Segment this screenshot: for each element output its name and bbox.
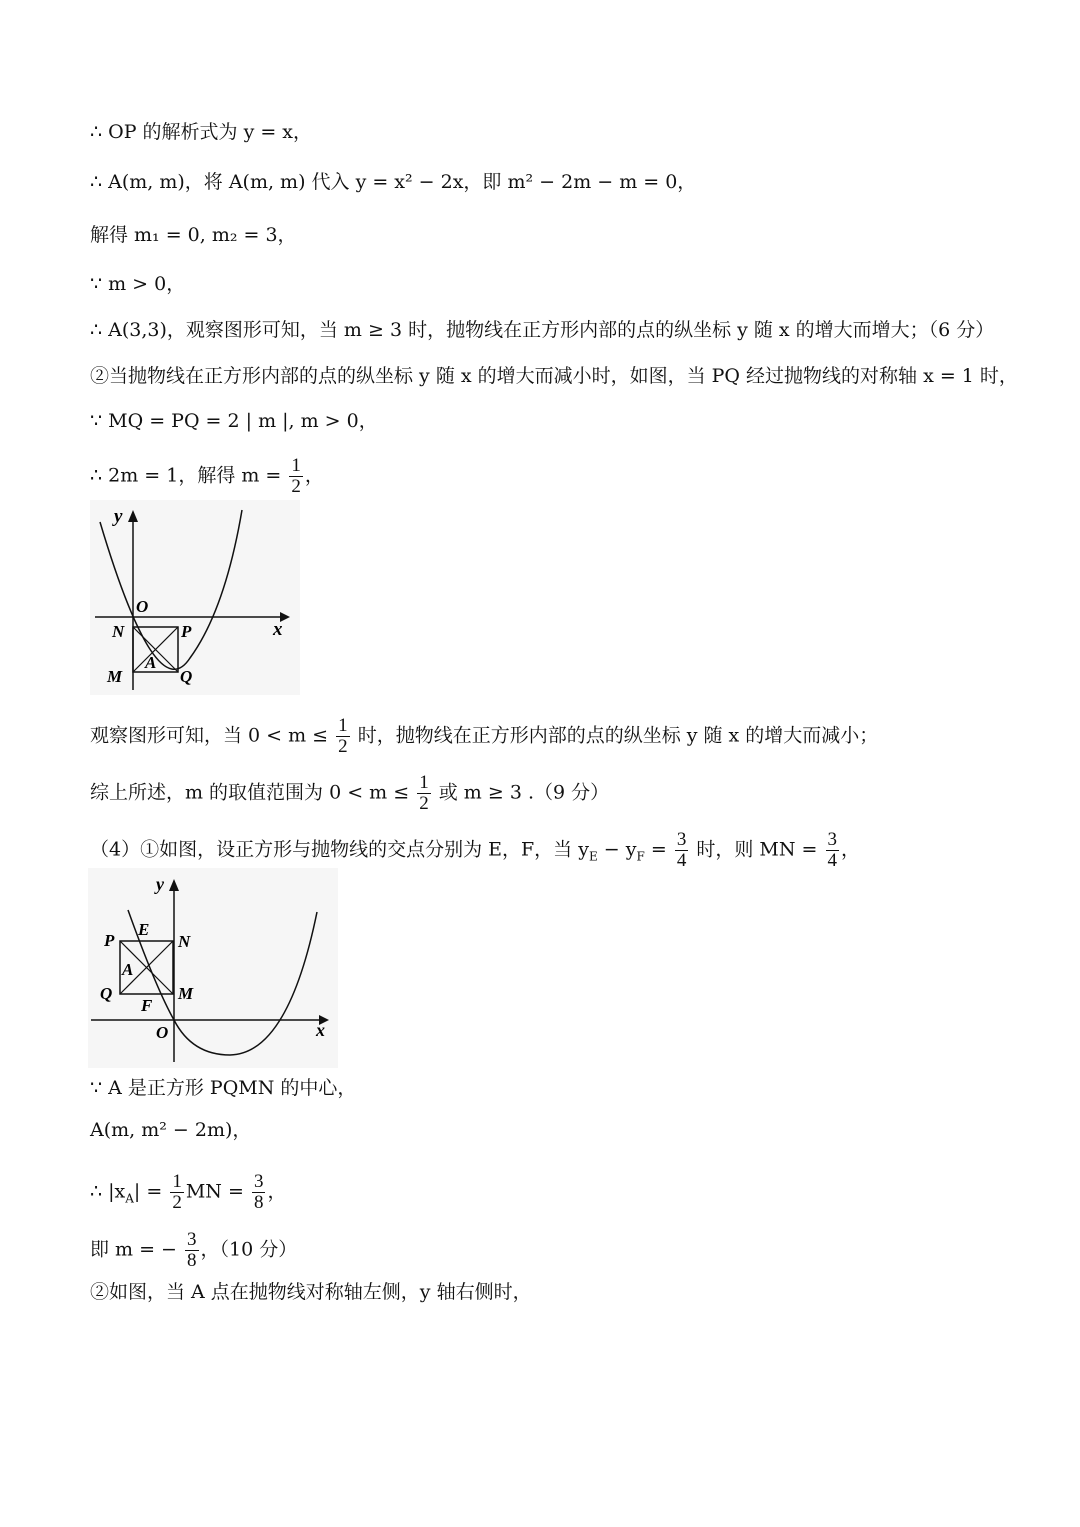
label-e: E <box>138 920 150 939</box>
line-m-value <box>90 1230 297 1271</box>
label-o: O <box>136 597 149 616</box>
text: 观察图形可知，当 0 < m ≤ <box>90 724 329 747</box>
text: 时，则 MN = <box>696 838 818 861</box>
label-x: x <box>316 1020 325 1040</box>
label-p: P <box>104 931 115 950</box>
text: ∴ |x <box>90 1180 126 1203</box>
text: ， <box>267 1180 287 1203</box>
denominator: 2 <box>172 1192 182 1213</box>
numerator: 1 <box>291 455 301 476</box>
denominator: 4 <box>676 850 687 871</box>
fraction-three-quarters <box>826 830 840 871</box>
text: 或 m ≥ 3 .（9 分） <box>438 781 610 804</box>
fraction-three-eighths <box>252 1172 266 1213</box>
figure-background <box>90 500 300 695</box>
denominator: 2 <box>338 736 348 757</box>
label-m: M <box>107 667 123 686</box>
fraction-half <box>336 716 350 757</box>
label-q: Q <box>100 984 113 1003</box>
line-part-4 <box>90 830 860 871</box>
fraction-half <box>417 773 431 814</box>
label-o: O <box>156 1023 169 1042</box>
subscript-e: E <box>588 849 598 864</box>
text: − y <box>597 838 637 861</box>
figure-2-parabola <box>88 868 338 1068</box>
line-m-positive: ∵ m > 0， <box>90 273 186 295</box>
subscript-a: A <box>125 1191 134 1206</box>
fraction-three-quarters <box>675 830 689 871</box>
line-substitute: ∴ A(m, m)，将 A(m, m) 代入 y = x² − 2x，即 m² − 2m − m = 0， <box>90 171 697 193</box>
fraction-half <box>289 456 303 497</box>
label-q: Q <box>180 667 193 686</box>
denominator: 8 <box>187 1250 197 1271</box>
line-a-coordinates: A(m, m² − 2m)， <box>90 1119 252 1141</box>
denominator: 4 <box>827 850 837 871</box>
line-solve: 解得 m₁ = 0, m₂ = 3， <box>90 224 297 246</box>
label-y: y <box>114 506 123 527</box>
label-y: y <box>156 874 164 894</box>
line-a-center: ∵ A 是正方形 PQMN 的中心， <box>90 1077 357 1099</box>
line-op-expression: ∴ OP 的解析式为 y = x， <box>90 121 313 143</box>
text: 时，抛物线在正方形内部的点的纵坐标 y 随 x 的增大而减小； <box>357 724 879 747</box>
text: = <box>644 838 667 861</box>
line-case-decreasing: ②当抛物线在正方形内部的点的纵坐标 y 随 x 的增大而减小时，如图，当 PQ 经过抛物线的对称轴 x = 1 时， <box>90 365 1018 387</box>
fraction-half <box>170 1172 184 1213</box>
line-summary <box>90 773 609 814</box>
denominator: 2 <box>291 476 301 497</box>
numerator: 3 <box>187 1229 197 1250</box>
label-p: P <box>181 622 192 641</box>
line-mq-pq: ∵ MQ = PQ = 2 | m |, m > 0， <box>90 410 378 432</box>
label-n: N <box>178 932 191 951</box>
text: ， <box>841 838 861 861</box>
label-x: x <box>273 619 283 640</box>
text: 综上所述，m 的取值范围为 0 < m ≤ <box>90 781 410 804</box>
line-case-2: ②如图，当 A 点在抛物线对称轴左侧，y 轴右侧时， <box>90 1281 532 1303</box>
label-a: A <box>122 960 134 979</box>
numerator: 1 <box>338 715 348 736</box>
text: MN = <box>185 1180 244 1203</box>
label-f: F <box>141 996 153 1015</box>
text: ，（10 分） <box>200 1238 298 1261</box>
line-abs-xa <box>90 1172 286 1213</box>
line-case-increasing: ∴ A(3,3)，观察图形可知，当 m ≥ 3 时，抛物线在正方形内部的点的纵坐标 y 随 x 的增大而增大；（6 分） <box>90 319 995 341</box>
numerator: 3 <box>253 1171 264 1192</box>
label-n: N <box>112 622 125 641</box>
denominator: 2 <box>419 793 429 814</box>
line-observe-decreasing <box>90 716 878 757</box>
text: ∴ 2m = 1，解得 m = <box>90 464 282 487</box>
text: （4）①如图，设正方形与抛物线的交点分别为 E，F，当 y <box>90 838 589 861</box>
text: ， <box>304 464 324 487</box>
numerator: 3 <box>827 829 837 850</box>
figure-1-parabola <box>90 500 300 695</box>
numerator: 1 <box>172 1171 182 1192</box>
text: | = <box>133 1180 163 1203</box>
denominator: 8 <box>253 1192 264 1213</box>
fraction-three-eighths <box>185 1230 199 1271</box>
subscript-f: F <box>636 849 645 864</box>
label-a: A <box>145 653 157 672</box>
label-m: M <box>178 984 194 1003</box>
numerator: 3 <box>676 829 687 850</box>
text: 即 m = − <box>90 1238 177 1261</box>
numerator: 1 <box>419 772 429 793</box>
line-2m-equals-1 <box>90 456 324 497</box>
